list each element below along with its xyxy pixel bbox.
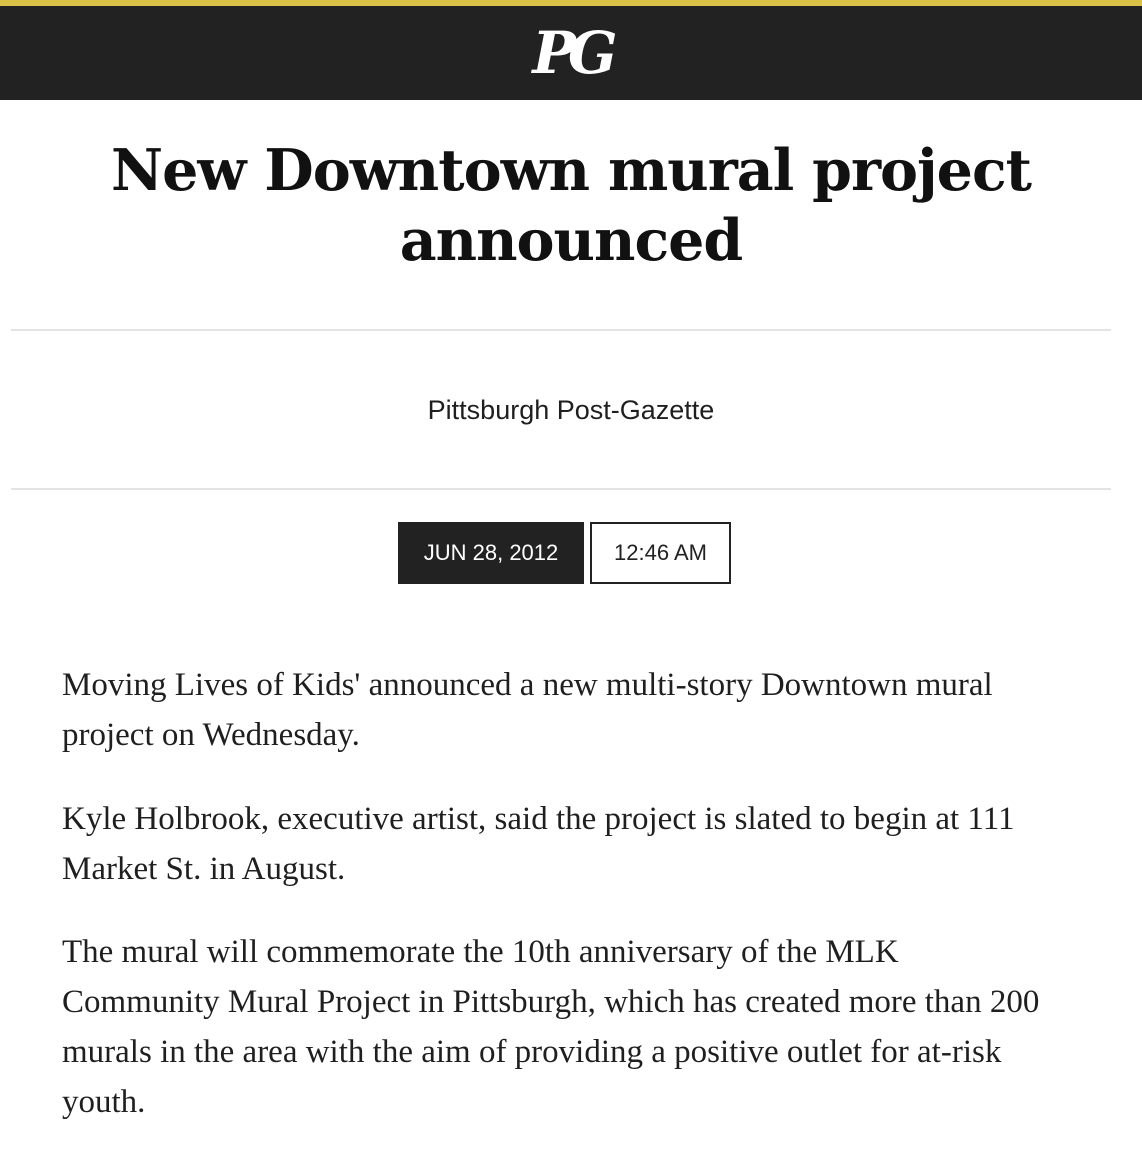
publish-time-badge: 12:46 AM (590, 522, 731, 584)
article-paragraph-2: Kyle Holbrook, executive artist, said the project is slated to begin at 111 Market St. in August. (62, 801, 1015, 887)
article-paragraph-1: Moving Lives of Kids' announced a new multi-story Downtown mural project on Wednesday. (62, 667, 993, 753)
header-accent-stripe (0, 0, 1142, 6)
site-header (0, 0, 1142, 100)
article-paragraph-3: The mural will commemorate the 10th anniversary of the MLK Community Mural Project in Pittsburgh, which has created more than 200 murals in the area with the aim of providing a positive outlet for at-risk youth. (62, 934, 1040, 1120)
divider-bottom (11, 488, 1111, 490)
publish-date-badge: JUN 28, 2012 (398, 522, 584, 584)
divider-top (11, 329, 1111, 331)
article-headline: New Downtown mural project announced (111, 137, 1031, 274)
article-source: Pittsburgh Post-Gazette (427, 395, 715, 425)
pg-logo[interactable]: PG (532, 19, 610, 87)
